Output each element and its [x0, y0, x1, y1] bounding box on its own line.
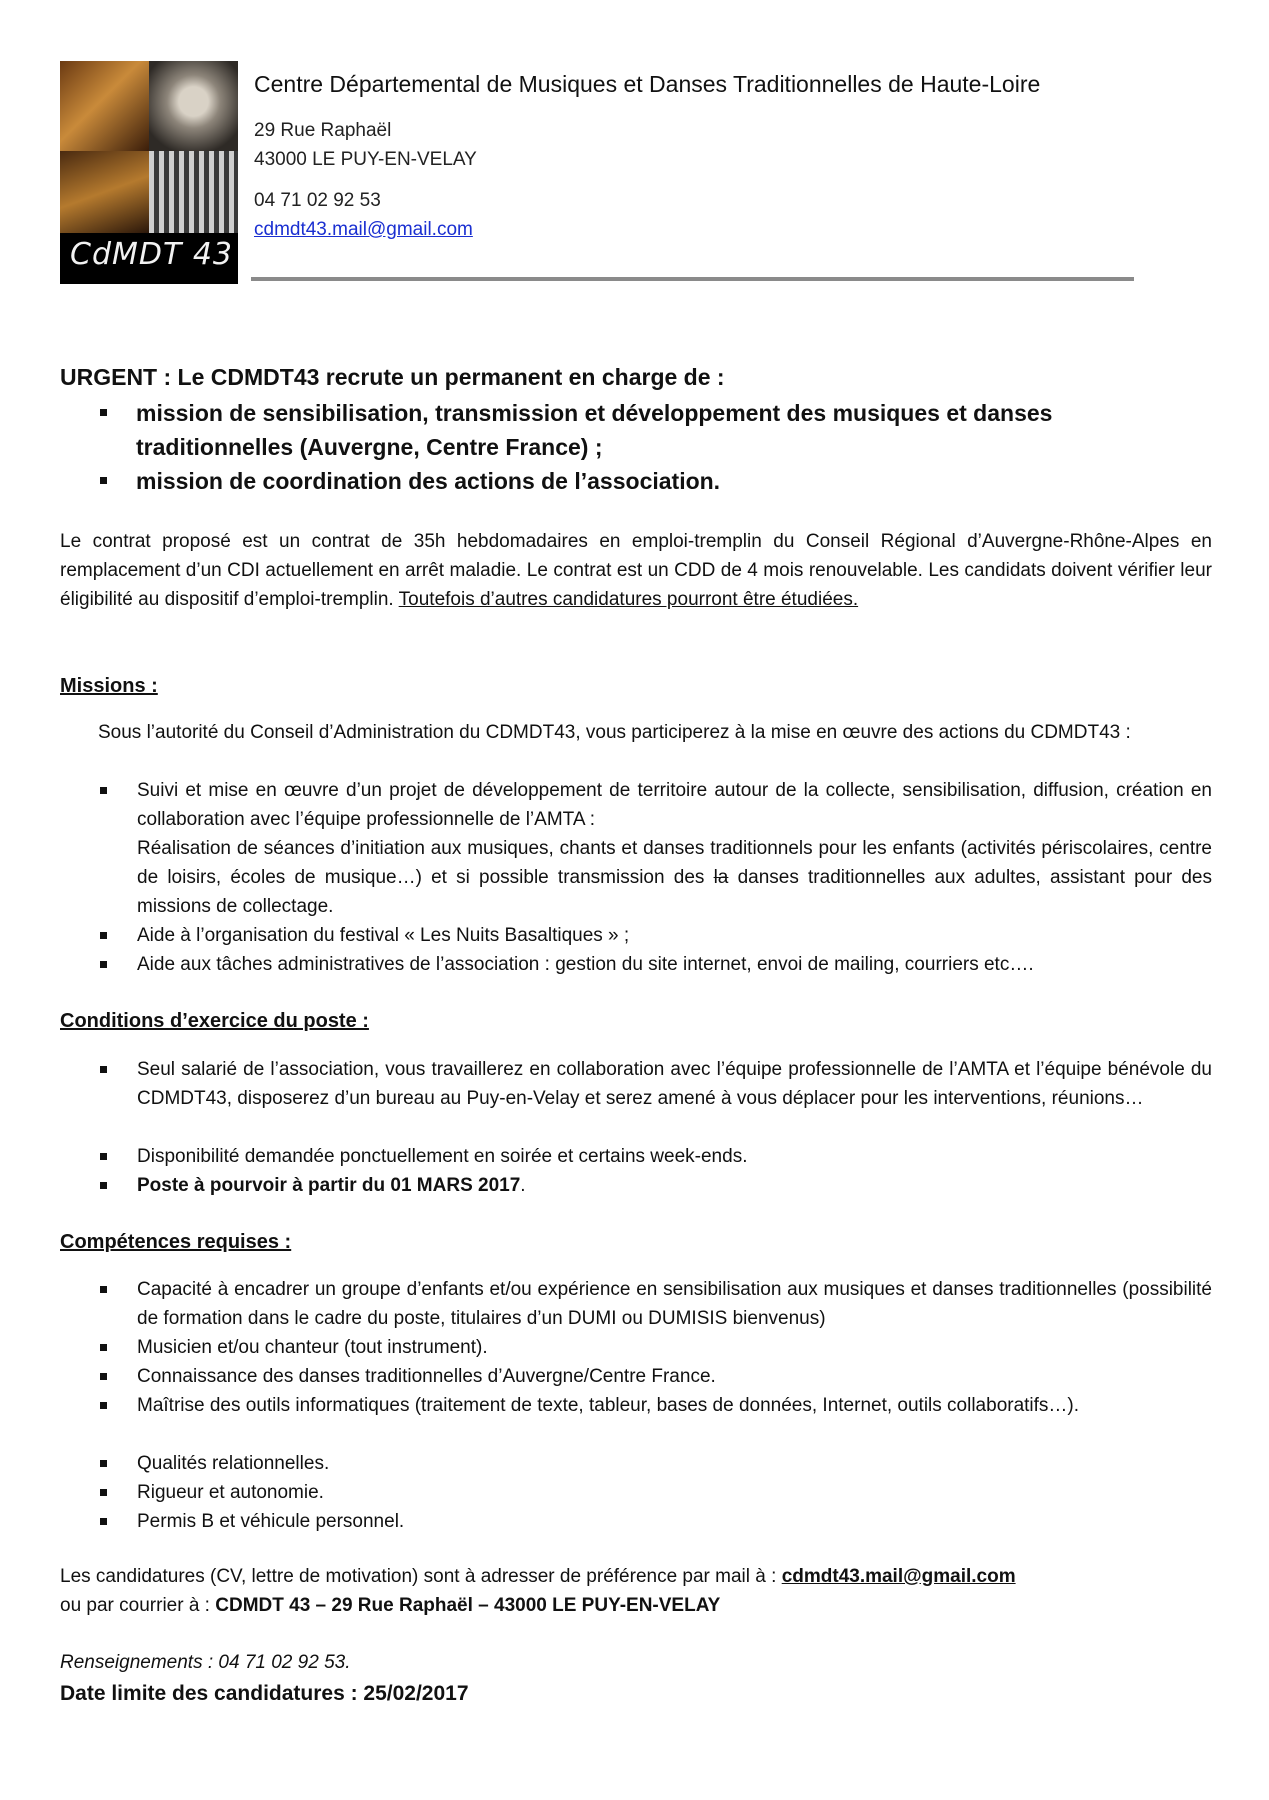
logo-photo-violin: [60, 151, 149, 233]
organization-name: Centre Départemental de Musiques et Danses Traditionnelles de Haute-Loire: [254, 71, 1041, 97]
skills-item-6: [100, 1478, 1212, 1507]
conditions-item-1-text: Seul salarié de l’association, vous travaillerez en collaboration avec l’équipe professionnelle de l’AMTA et l’équipe bénévole du CDMDT43, disposerez d’un bureau au Puy-en-Velay et serez amené à vous déplacer pour les interventions, réunions…: [137, 1059, 1212, 1109]
phone-number: 04 71 02 92 53: [254, 190, 381, 211]
application-email[interactable]: cdmdt43.mail@gmail.com: [781, 1566, 1016, 1587]
urgent-item-1-line-2: traditionnelles (Auvergne, Centre France) ;: [136, 434, 603, 460]
skills-item-4-text: Maîtrise des outils informatiques (traitement de texte, tableur, bases de données, Internet, outils collaboratifs…).: [137, 1395, 1080, 1416]
skills-item-7-text: Permis B et véhicule personnel.: [137, 1511, 405, 1532]
skills-item-4: [100, 1391, 1212, 1420]
logo-photo-portrait: [149, 61, 238, 151]
start-date-text: Poste à pourvoir à partir du 01 MARS 2017: [137, 1175, 521, 1196]
contract-underlined-note: Toutefois d’autres candidatures pourront être étudiées.: [398, 589, 859, 610]
email-link[interactable]: cdmdt43.mail@gmail.com: [254, 219, 473, 240]
logo-text: CdMDT 43: [70, 237, 234, 272]
contract-text: Le contrat proposé est un contrat de 35h hebdomadaires en emploi-tremplin du Conseil Régional d’Auvergne-Rhône-Alpes en remplacement d’un CDI actuellement en arrêt maladie. Le contrat est un CDD de 4 mois renouvelable. Les candidats doivent vérifier leur éligibilité au dispositif d’emploi-tremplin.: [60, 531, 1212, 610]
address-city: 43000 LE PUY-EN-VELAY: [254, 149, 477, 170]
email-address-header: [254, 219, 473, 241]
missions-item-3: [100, 950, 1212, 979]
skills-title: Compétences requises :: [60, 1231, 292, 1253]
skills-item-7: [100, 1507, 1212, 1536]
skills-item-1: [100, 1275, 1212, 1333]
missions-intro: Sous l’autorité du Conseil d’Administration du CDMDT43, vous participerez à la mise en œuvre des actions du CDMDT43 :: [98, 722, 1131, 743]
bullet-square: [100, 1518, 107, 1525]
bullet-square: [100, 1182, 107, 1189]
application-postal-address: CDMDT 43 – 29 Rue Raphaël – 43000 LE PUY-EN-VELAY: [215, 1595, 721, 1616]
conditions-item-3: [100, 1171, 1212, 1200]
skills-item-3: [100, 1362, 1212, 1391]
urgent-item-2: mission de coordination des actions de l’association.: [136, 468, 721, 494]
application-deadline: Date limite des candidatures : 25/02/2017: [60, 1682, 469, 1705]
bullet-square: [100, 1286, 107, 1293]
skills-item-2: [100, 1333, 1212, 1362]
skills-item-3-text: Connaissance des danses traditionnelles d’Auvergne/Centre France.: [137, 1366, 716, 1387]
application-line-1: [60, 1566, 1016, 1588]
bullet-square: [100, 787, 107, 794]
conditions-item-1: [100, 1055, 1212, 1113]
missions-item-1-detail: [137, 834, 1212, 921]
urgent-item-1: mission de sensibilisation, transmission et développement des musiques et danses: [136, 400, 1053, 426]
conditions-item-2-text: Disponibilité demandée ponctuellement en soirée et certains week-ends.: [137, 1146, 748, 1167]
logo-photo-accordion: [149, 151, 238, 233]
address-street: 29 Rue Raphaël: [254, 120, 392, 141]
bullet-square: [100, 1373, 107, 1380]
start-date-period: .: [520, 1175, 526, 1196]
skills-item-1-text: Capacité à encadrer un groupe d’enfants et/ou expérience en sensibilisation aux musiques et danses traditionnelles (possibilité de formation dans le cadre du poste, titulaires d’un DUMI ou DUMISIS bienvenus): [137, 1279, 1212, 1329]
skills-item-5: [100, 1449, 1212, 1478]
application-intro: Les candidatures (CV, lettre de motivation) sont à adresser de préférence par mail à :: [60, 1566, 777, 1587]
cdmdt43-logo: [60, 61, 238, 284]
missions-item-1-part-3: danses traditionnelles aux adultes, assistant pour des missions de collectage.: [137, 867, 1212, 917]
missions-item-2: [100, 921, 1212, 950]
missions-title: Missions :: [60, 675, 158, 697]
missions-item-1-part-1: Suivi et mise en œuvre d’un projet de développement de territoire autour de la collecte, sensibilisation, diffusion, création en collaboration avec l’équipe professionnelle de l’AMTA :: [137, 780, 1212, 830]
skills-item-2-text: Musicien et/ou chanteur (tout instrument).: [137, 1337, 488, 1358]
bullet-square: [100, 932, 107, 939]
bullet-square: [100, 961, 107, 968]
contract-paragraph: [60, 527, 1212, 614]
skills-item-6-text: Rigueur et autonomie.: [137, 1482, 324, 1503]
bullet-square: [100, 1460, 107, 1467]
bullet-square: [100, 1402, 107, 1409]
conditions-item-3-text: [137, 1171, 1212, 1200]
logo-photo-musician: [60, 61, 149, 151]
bullet-square: [100, 477, 107, 484]
bullet-square: [100, 1344, 107, 1351]
urgent-heading: URGENT : Le CDMDT43 recrute un permanent en charge de :: [60, 364, 725, 390]
bullet-square: [100, 409, 107, 416]
conditions-title: Conditions d’exercice du poste :: [60, 1010, 369, 1032]
header-divider: [251, 277, 1134, 281]
missions-item-2-text: Aide à l’organisation du festival « Les Nuits Basaltiques » ;: [137, 925, 630, 946]
missions-item-3-text: Aide aux tâches administratives de l’association : gestion du site internet, envoi de mailing, courriers etc….: [137, 954, 1034, 975]
skills-item-5-text: Qualités relationnelles.: [137, 1453, 330, 1474]
bullet-square: [100, 1153, 107, 1160]
missions-item-1-part-2: Réalisation de séances d’initiation aux musiques, chants et danses traditionnels pour les enfants (activités périscolaires, centre de loisirs, écoles de musique…) et si possible transmission des: [137, 838, 1212, 888]
information-phone: Renseignements : 04 71 02 92 53.: [60, 1652, 351, 1673]
missions-item-1: [100, 776, 1212, 921]
application-line-2: [60, 1595, 720, 1617]
struck-word: la: [713, 867, 729, 888]
bullet-square: [100, 1066, 107, 1073]
bullet-square: [100, 1489, 107, 1496]
application-postal-intro: ou par courrier à :: [60, 1595, 210, 1616]
conditions-item-2: [100, 1142, 1212, 1171]
missions-item-1-text: [137, 776, 1212, 921]
